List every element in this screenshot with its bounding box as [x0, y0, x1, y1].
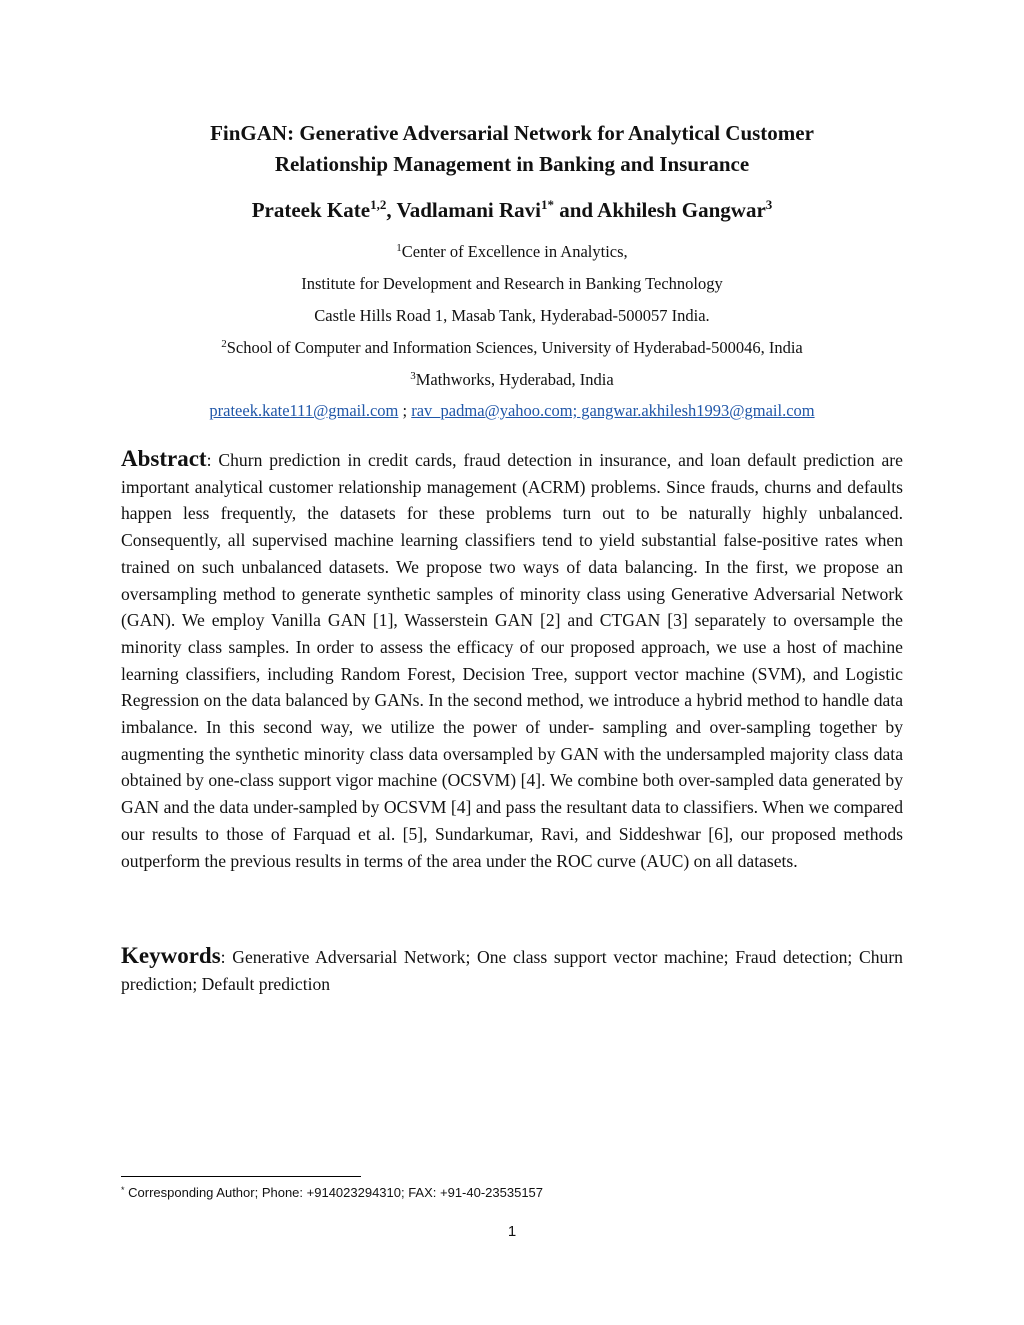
affiliation-2-marker: 2 — [221, 338, 227, 350]
email-link-1[interactable]: prateek.kate111@gmail.com — [209, 401, 399, 420]
affiliation-1-line-1: $^1$Center of Excellence in Analytics, — [396, 242, 628, 261]
affiliation-3-marker: 3 — [410, 370, 416, 382]
paper-title — [0, 118, 1024, 180]
title-line-1: FinGAN: Generative Adversarial Network for Analytical Customer — [210, 121, 814, 145]
email-link-2[interactable]: rav_padma@yahoo.com; gangwar.akhilesh1993@gmail.com — [411, 401, 815, 420]
corresponding-author-footnote — [121, 1184, 543, 1202]
author-separator-2: and — [553, 198, 598, 222]
page-number: 1 — [507, 1223, 517, 1240]
author-2-affiliation-marker: 1* — [540, 197, 554, 212]
author-separator-1: , — [386, 198, 397, 222]
author-2-name: Vadlamani Ravi — [396, 198, 541, 222]
footnote-marker: * — [121, 1185, 125, 1195]
keywords-text: Generative Adversarial Network; One class support vector machine; Fraud detection; Churn prediction; Default prediction — [121, 947, 903, 994]
affiliation-1-marker: 1 — [396, 242, 402, 254]
affiliation-3: $^3$Mathworks, Hyderabad, India — [410, 370, 614, 389]
abstract-heading: Abstract — [121, 446, 207, 471]
title-line-2: Relationship Management in Banking and Insurance — [274, 152, 750, 176]
author-3-affiliation-marker: 3 — [765, 197, 773, 212]
keywords-section — [121, 942, 903, 998]
author-emails — [0, 400, 1024, 422]
abstract-text: Churn prediction in credit cards, fraud detection in insurance, and loan default prediction are important analytical customer relationship management (ACRM) problems. Since frauds, churns and defaults happen less frequently, the datasets for these problems turn out to be naturally highly unbalanced. Consequently, all supervised machine learning classifiers tend to yield substantial false-positive rates when trained on such unbalanced datasets. We propose two ways of data balancing. In the first, we propose an oversampling method to generate synthetic samples of minority class using Generative Adversarial Network (GAN). We employ Vanilla GAN [1], Wasserstein GAN [2] and CTGAN [3] separately to oversample the minority class samples. In order to assess the efficacy of our proposed approach, we use a host of machine learning classifiers, including Random Forest, Decision Tree, support vector machine (SVM), and Logistic Regression on the data balanced by GANs. In the second method, we introduce a hybrid method to handle data imbalance. In this second way, we utilize the power of under- sampling and over-sampling together by augmenting the synthetic minority class data oversampled by GAN with the undersampled majority class data obtained by one-class support vigor machine (OCSVM) [4]. We combine both over-sampled data generated by GAN and the data under-sampled by OCSVM [4] and pass the resultant data to classifiers. When we compared our results to those of Farquad et al. [5], Sundarkumar, Ravi, and Siddeshwar [6], our proposed methods outperform the previous results in terms of the area under the ROC curve (AUC) on all datasets. — [121, 450, 903, 871]
email-separator: ; — [398, 401, 412, 420]
abstract-section — [121, 446, 903, 874]
keywords-heading: Keywords — [121, 943, 221, 968]
author-list — [0, 196, 1024, 224]
author-3-name: Akhilesh Gangwar — [597, 198, 766, 222]
affiliation-2: $^2$School of Computer and Information Sciences, University of Hyderabad-500046, India — [221, 338, 803, 357]
affiliation-1-line-2: Institute for Development and Research in Banking Technology — [301, 274, 723, 293]
footnote-divider — [121, 1176, 361, 1177]
keywords-colon: : — [220, 947, 233, 967]
author-1-name: Prateek Kate — [251, 198, 371, 222]
affiliation-1-line-3: Castle Hills Road 1, Masab Tank, Hyderabad-500057 India. — [314, 306, 710, 325]
footnote-text: Corresponding Author; Phone: +914023294310; FAX: +91-40-23535157 — [124, 1185, 544, 1200]
author-1-affiliation-marker: 1,2 — [370, 197, 387, 212]
abstract-colon: : — [206, 450, 219, 470]
